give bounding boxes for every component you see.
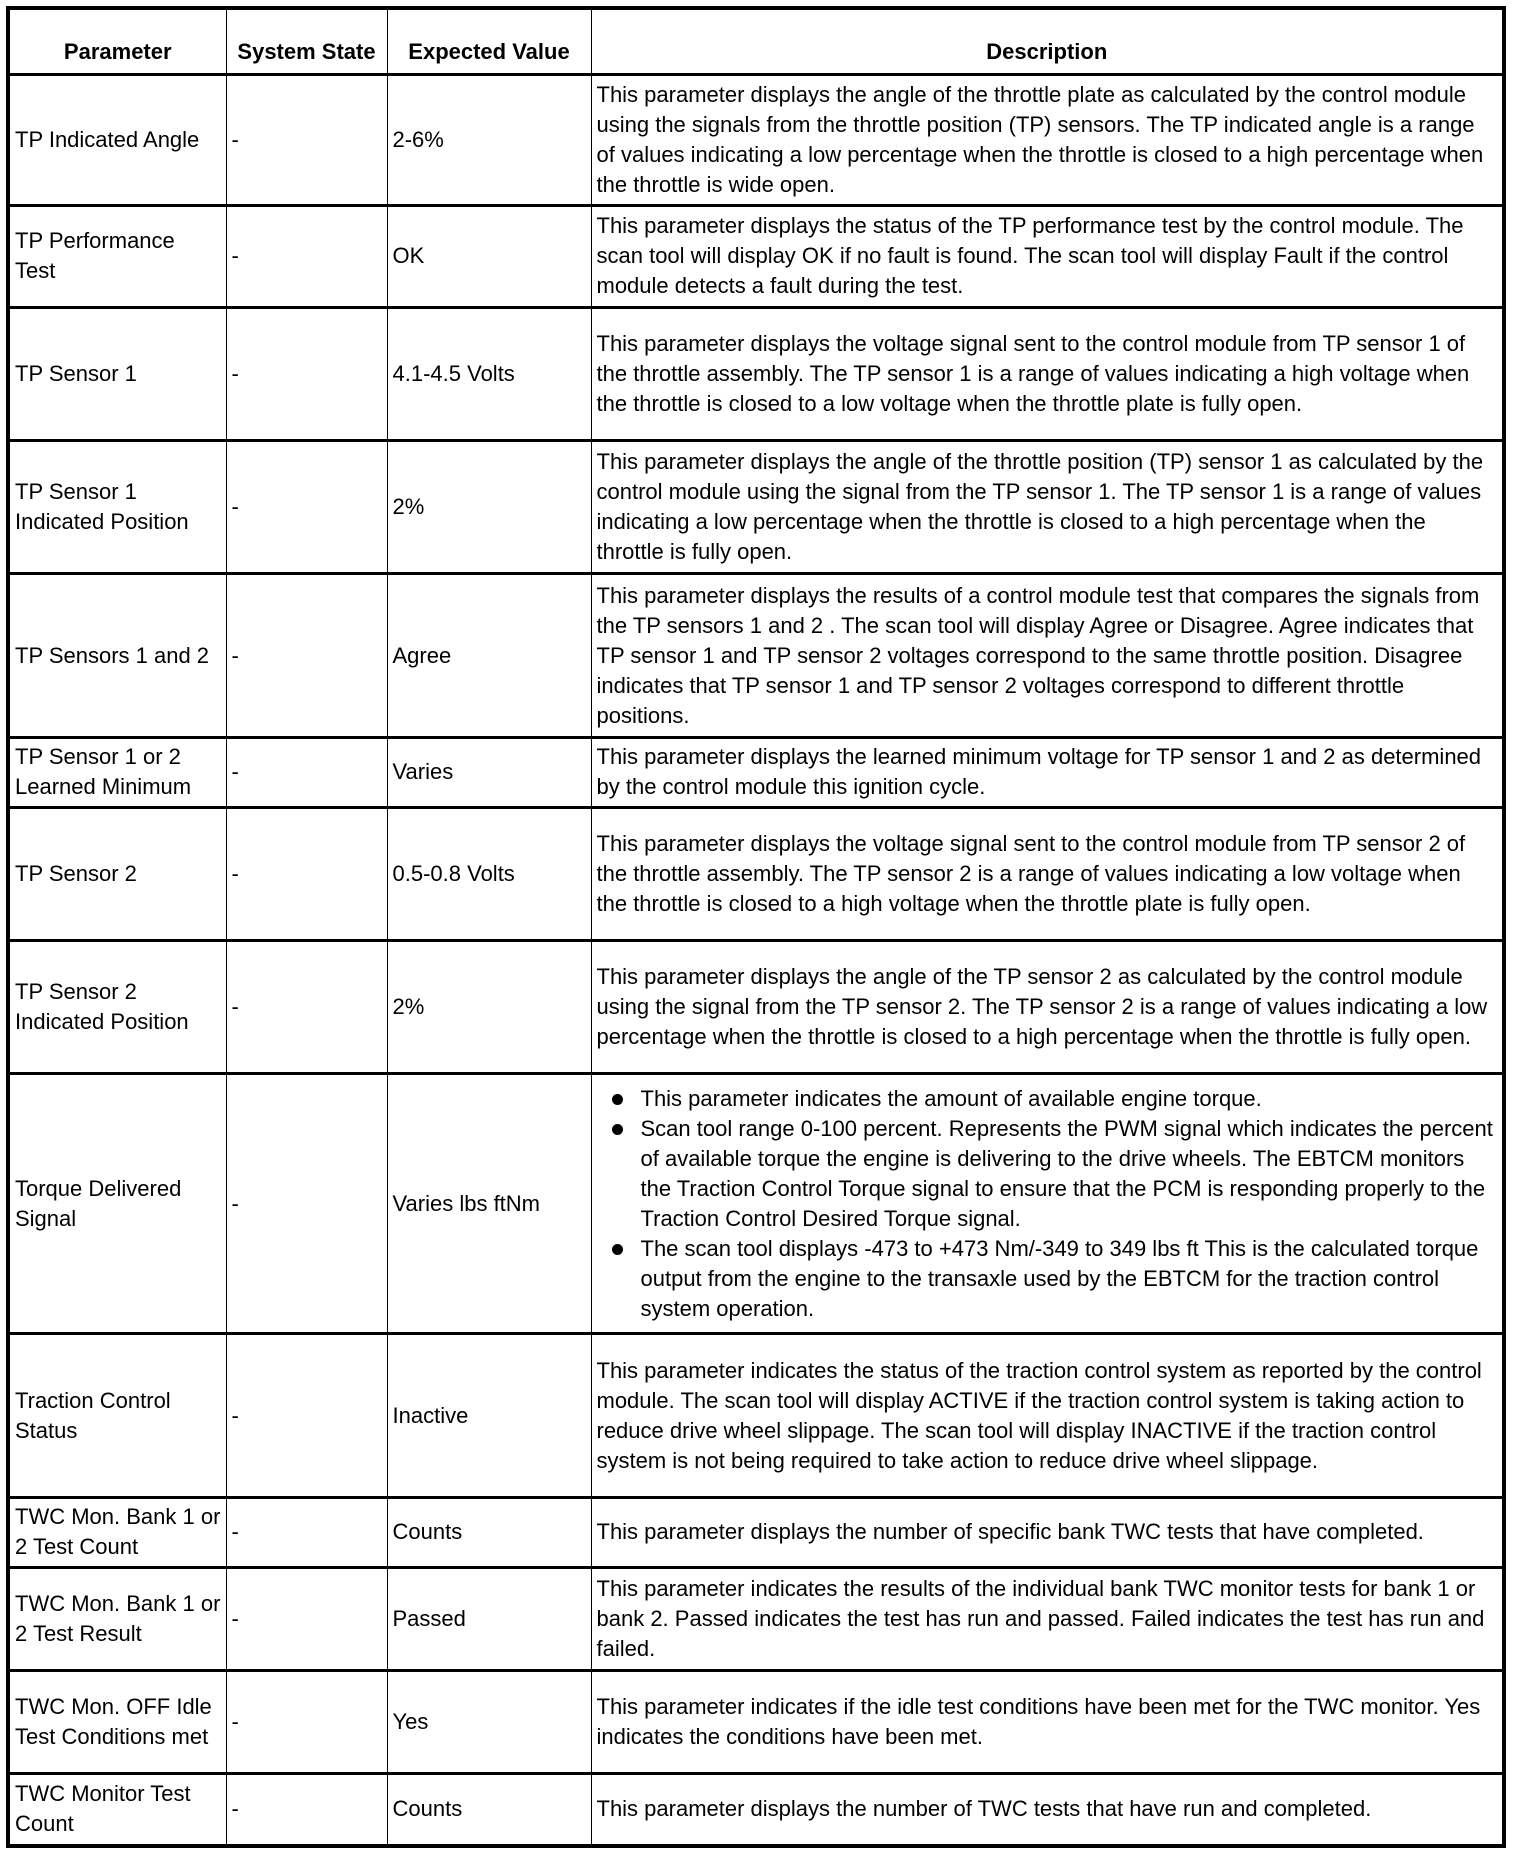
expected-value-cell: Yes — [387, 1671, 591, 1774]
parameter-cell: TP Sensor 1 Indicated Position — [8, 441, 226, 574]
expected-value-cell: Counts — [387, 1773, 591, 1846]
expected-value-cell: Inactive — [387, 1334, 591, 1497]
parameter-cell: Torque Delivered Signal — [8, 1074, 226, 1334]
expected-value-cell: Agree — [387, 574, 591, 737]
parameter-cell: TP Sensors 1 and 2 — [8, 574, 226, 737]
system-state-cell: - — [226, 737, 387, 808]
table-row — [8, 308, 1504, 441]
table-row — [8, 1334, 1504, 1497]
expected-value-cell: 2% — [387, 941, 591, 1074]
parameter-cell: TP Indicated Angle — [8, 74, 226, 205]
bullet-item: Scan tool range 0-100 percent. Represents the PWM signal which indicates the percent of available torque the engine is delivering to the drive wheels. The EBTCM monitors the Traction Control Torque signal to ensure that the PCM is responding properly to the Traction Control Desired Torque signal. — [641, 1114, 1498, 1234]
table-row — [8, 205, 1504, 308]
bullet-item: This parameter indicates the amount of available engine torque. — [641, 1084, 1498, 1114]
parameter-cell: TP Sensor 2 — [8, 808, 226, 941]
table-row — [8, 737, 1504, 808]
parameter-cell: TWC Mon. Bank 1 or 2 Test Result — [8, 1568, 226, 1671]
header-row — [8, 8, 1504, 74]
description-cell: This parameter displays the results of a control module test that compares the signals from the TP sensors 1 and 2 . The scan tool will display Agree or Disagree. Agree indicates that TP sensor 1 and TP sensor 2 voltages correspond to the same throttle position. Disagree indicates that TP sensor 1 and TP sensor 2 voltages correspond to different throttle positions. — [591, 574, 1504, 737]
system-state-cell: - — [226, 74, 387, 205]
parameter-cell: TP Sensor 1 or 2 Learned Minimum — [8, 737, 226, 808]
system-state-cell: - — [226, 1497, 387, 1568]
expected-value-cell: Passed — [387, 1568, 591, 1671]
parameter-cell: TP Performance Test — [8, 205, 226, 308]
description-cell: This parameter displays the number of TWC tests that have run and completed. — [591, 1773, 1504, 1846]
header-description: Description — [591, 8, 1504, 74]
expected-value-cell: 0.5-0.8 Volts — [387, 808, 591, 941]
parameter-cell: TP Sensor 2 Indicated Position — [8, 941, 226, 1074]
description-cell: This parameter displays the voltage signal sent to the control module from TP sensor 2 of the throttle assembly. The TP sensor 2 is a range of values indicating a low voltage when the throttle is closed to a high voltage when the throttle plate is fully open. — [591, 808, 1504, 941]
description-cell: This parameter displays the number of specific bank TWC tests that have completed. — [591, 1497, 1504, 1568]
description-cell: This parameter displays the learned minimum voltage for TP sensor 1 and 2 as determined by the control module this ignition cycle. — [591, 737, 1504, 808]
parameter-cell: TWC Monitor Test Count — [8, 1773, 226, 1846]
parameter-cell: Traction Control Status — [8, 1334, 226, 1497]
table-row — [8, 1074, 1504, 1334]
expected-value-cell: 2-6% — [387, 74, 591, 205]
parameter-cell: TWC Mon. OFF Idle Test Conditions met — [8, 1671, 226, 1774]
expected-value-cell: Counts — [387, 1497, 591, 1568]
system-state-cell: - — [226, 1671, 387, 1774]
table-row — [8, 808, 1504, 941]
expected-value-cell: 4.1-4.5 Volts — [387, 308, 591, 441]
table-row — [8, 574, 1504, 737]
header-expected-value: Expected Value — [387, 8, 591, 74]
system-state-cell: - — [226, 574, 387, 737]
description-cell: This parameter displays the voltage signal sent to the control module from TP sensor 1 of the throttle assembly. The TP sensor 1 is a range of values indicating a high voltage when the throttle is closed to a low voltage when the throttle plate is fully open. — [591, 308, 1504, 441]
expected-value-cell: Varies lbs ftNm — [387, 1074, 591, 1334]
expected-value-cell: Varies — [387, 737, 591, 808]
system-state-cell: - — [226, 941, 387, 1074]
header-system-state: System State — [226, 8, 387, 74]
expected-value-cell: OK — [387, 205, 591, 308]
table-row — [8, 74, 1504, 205]
header-parameter: Parameter — [8, 8, 226, 74]
description-cell: This parameter displays the angle of the TP sensor 2 as calculated by the control module using the signal from the TP sensor 2. The TP sensor 2 is a range of values indicating a low percentage when the throttle is closed to a high percentage when the throttle is fully open. — [591, 941, 1504, 1074]
system-state-cell: - — [226, 1568, 387, 1671]
table-row — [8, 441, 1504, 574]
system-state-cell: - — [226, 308, 387, 441]
expected-value-cell: 2% — [387, 441, 591, 574]
description-cell: This parameter displays the angle of the throttle position (TP) sensor 1 as calculated by the control module using the signal from the TP sensor 1. The TP sensor 1 is a range of values indicating a low percentage when the throttle is closed to a high percentage when the throttle is fully open. — [591, 441, 1504, 574]
parameter-table — [6, 6, 1506, 1848]
description-cell: This parameter indicates the status of the traction control system as reported by the control module. The scan tool will display ACTIVE if the traction control system is taking action to reduce drive wheel slippage. The scan tool will display INACTIVE if the traction control system is not being required to take action to reduce drive wheel slippage. — [591, 1334, 1504, 1497]
system-state-cell: - — [226, 205, 387, 308]
bullet-item: The scan tool displays -473 to +473 Nm/-349 to 349 lbs ft This is the calculated torque output from the engine to the transaxle used by the EBTCM for the traction control system operation. — [641, 1234, 1498, 1324]
table-row — [8, 1497, 1504, 1568]
system-state-cell: - — [226, 1074, 387, 1334]
table-row — [8, 1671, 1504, 1774]
system-state-cell: - — [226, 441, 387, 574]
description-cell: This parameter indicates the results of the individual bank TWC monitor tests for bank 1 or bank 2. Passed indicates the test has run and passed. Failed indicates the test has run and failed. — [591, 1568, 1504, 1671]
table-row — [8, 941, 1504, 1074]
description-cell: This parameter indicates if the idle test conditions have been met for the TWC monitor. Yes indicates the conditions have been met. — [591, 1671, 1504, 1774]
description-cell: This parameter displays the status of the TP performance test by the control module. The scan tool will display OK if no fault is found. The scan tool will display Fault if the control module detects a fault during the test. — [591, 205, 1504, 308]
system-state-cell: - — [226, 1334, 387, 1497]
table-row — [8, 1568, 1504, 1671]
parameter-cell: TWC Mon. Bank 1 or 2 Test Count — [8, 1497, 226, 1568]
description-cell — [591, 1074, 1504, 1334]
parameter-cell: TP Sensor 1 — [8, 308, 226, 441]
description-cell: This parameter displays the angle of the throttle plate as calculated by the control module using the signals from the throttle position (TP) sensors. The TP indicated angle is a range of values indicating a low percentage when the throttle is closed to a high percentage when the throttle is wide open. — [591, 74, 1504, 205]
description-bullet-list — [597, 1084, 1498, 1324]
table-row — [8, 1773, 1504, 1846]
system-state-cell: - — [226, 808, 387, 941]
system-state-cell: - — [226, 1773, 387, 1846]
